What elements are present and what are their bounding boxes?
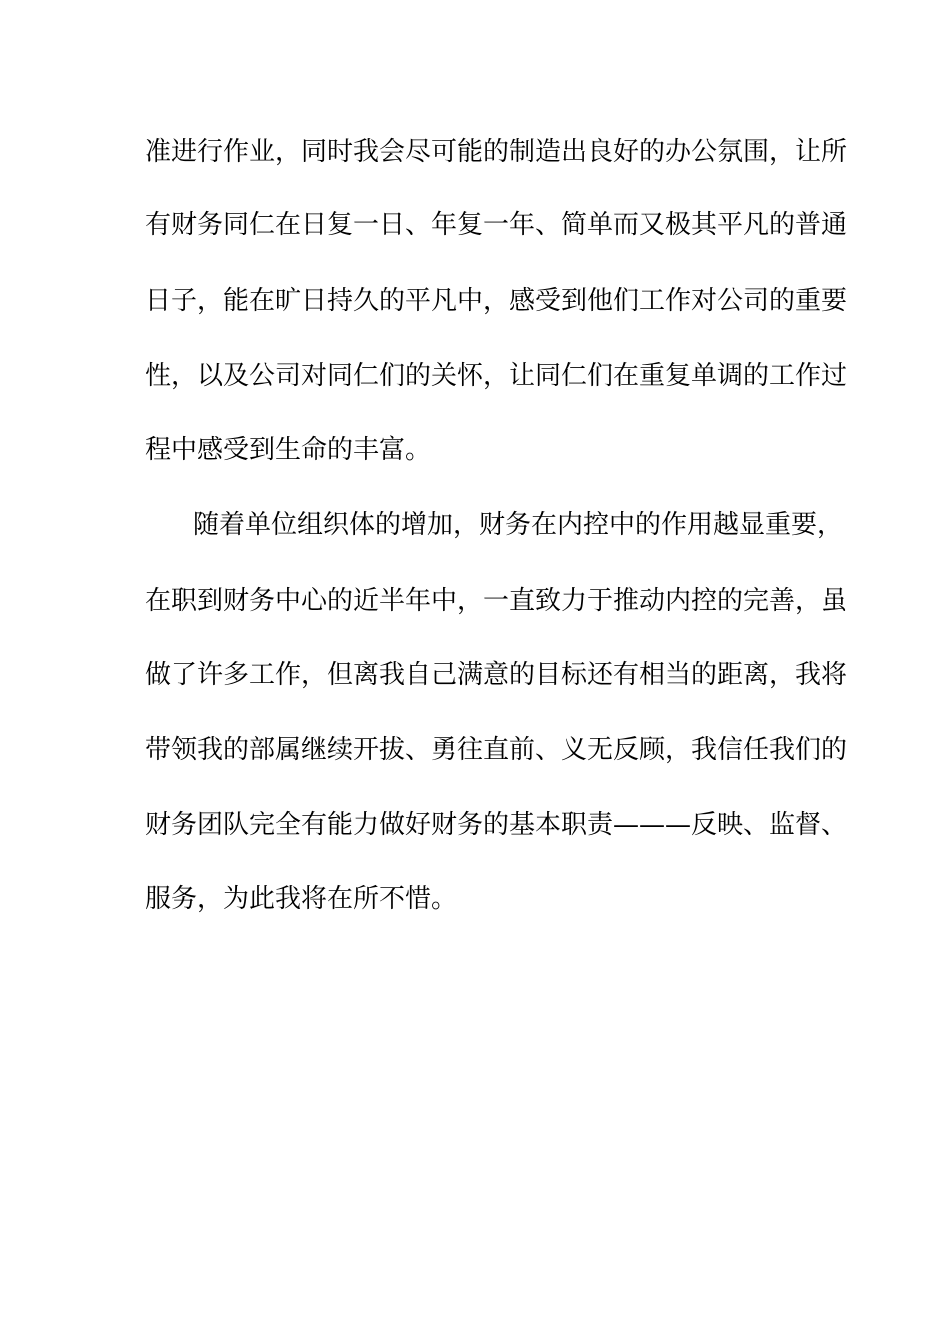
paragraph-1-line-5: 程中感受到生命的丰富。 — [145, 435, 432, 465]
paragraph-2-line-2: 在职到财务中心的近半年中，一直致力于推动内控的完善，虽 — [145, 586, 848, 616]
paragraph-2-line-5: 财务团队完全有能力做好财务的基本职责———反映、监督、 — [145, 810, 848, 840]
paragraph-2-line-6: 服务，为此我将在所不惜。 — [145, 884, 458, 914]
paragraph-1-line-1: 准进行作业，同时我会尽可能的制造出良好的办公氛围，让所 — [145, 137, 848, 167]
paragraph-1-line-4: 性，以及公司对同仁们的关怀，让同仁们在重复单调的工作过 — [145, 361, 848, 391]
paragraph-2-line-3: 做了许多工作，但离我自己满意的目标还有相当的距离，我将 — [145, 660, 848, 690]
paragraph-1-line-3: 日子，能在旷日持久的平凡中，感受到他们工作对公司的重要 — [145, 286, 848, 316]
paragraph-2-line-1: 随着单位组织体的增加，财务在内控中的作用越显重要， — [193, 510, 844, 540]
paragraph-2-line-4: 带领我的部属继续开拔、勇往直前、义无反顾，我信任我们的 — [145, 735, 848, 765]
paragraph-1-line-2: 有财务同仁在日复一日、年复一年、简单而又极其平凡的普通 — [145, 210, 848, 240]
